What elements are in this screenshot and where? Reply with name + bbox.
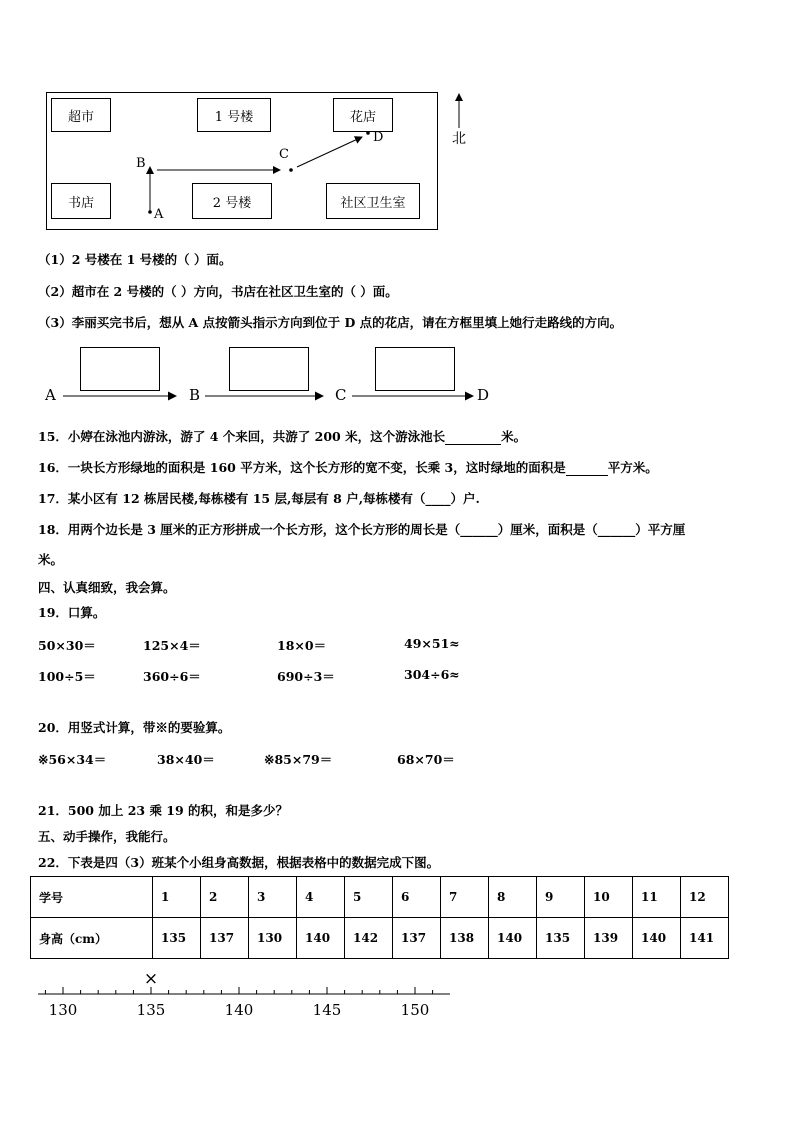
vertical-calc-item: ※56×34＝ [38,752,107,767]
table-cell: 140 [489,918,537,959]
oral-calc-item: 50×30＝ [38,638,96,653]
table-cell: 141 [681,918,729,959]
vertical-calc-item: 38×40＝ [157,752,215,767]
q15-unit: 米。 [501,429,527,444]
table-header-height: 身高（cm） [31,918,153,959]
question-15 [38,427,526,445]
question-22: 22．下表是四（3）班某个小组身高数据，根据表格中的数据完成下图。 [38,855,440,870]
label-point-d: D [373,130,384,145]
table-cell: 3 [249,877,297,918]
table-cell: 139 [585,918,633,959]
point-d-dot [366,131,370,135]
route-point-b: B [189,386,201,404]
table-row-heights [31,918,729,959]
q15-text: 15．小婷在泳池内游泳，游了 4 个来回，共游了 200 米，这个游泳池长 [38,429,446,444]
table-cell: 9 [537,877,585,918]
table-cell: 10 [585,877,633,918]
number-line-label: 130 [48,1001,78,1019]
question-20: 20．用竖式计算，带※的要验算。 [38,720,231,735]
oral-calc-item: 304÷6≈ [404,667,460,682]
label-north: 北 [452,131,466,147]
question-21: 21．500 加上 23 乘 19 的积，和是多少？ [38,803,289,818]
number-line-label: 135 [136,1001,166,1019]
table-cell: 4 [297,877,345,918]
route-arrows [0,380,794,410]
section-4-title: 四、认真细致，我会算。 [38,580,176,595]
question-18: 18．用两个边长是 3 厘米的正方形拼成一个长方形，这个长方形的周长是（______）厘米，面积是（______）平方厘 [38,522,686,537]
building-flower-shop: 花店 [333,98,393,132]
height-table [30,876,729,959]
route-point-c: C [335,386,347,404]
label-point-a: A [154,207,164,222]
table-cell: 137 [393,918,441,959]
question-19: 19．口算。 [38,605,106,620]
table-row-ids [31,877,729,918]
question-17: 17．某小区有 12 栋居民楼,每栋楼有 15 层,每层有 8 户,每栋楼有（____）户. [38,491,480,506]
table-cell: 130 [249,918,297,959]
number-line [0,960,794,1030]
q14-sub2: （2）超市在 2 号楼的（ ）方向，书店在社区卫生室的（ ）面。 [38,284,398,299]
point-c-dot [289,168,293,172]
arrow-c-to-d [297,137,362,167]
table-header-id: 学号 [31,877,153,918]
label-point-c: C [279,147,289,162]
building-supermarket: 超市 [51,98,111,132]
point-a-dot [148,210,152,214]
table-cell: 5 [345,877,393,918]
table-cell: 137 [201,918,249,959]
building-clinic: 社区卫生室 [326,183,420,219]
table-cell: 8 [489,877,537,918]
table-cell: 12 [681,877,729,918]
route-point-a: A [45,386,56,404]
question-18-cont: 米。 [38,552,64,567]
building-bookstore: 书店 [51,183,111,219]
table-cell: 2 [201,877,249,918]
table-cell: 1 [153,877,201,918]
number-line-label: 140 [224,1001,254,1019]
question-16 [38,458,658,476]
q16-blank[interactable] [566,460,608,476]
section-5-title: 五、动手操作，我能行。 [38,829,176,844]
oral-calc-item: 18×0＝ [277,638,327,653]
q14-sub1: （1）2 号楼在 1 号楼的（ ）面。 [38,252,232,267]
vertical-calc-item: 68×70＝ [397,752,455,767]
q16-text: 16．一块长方形绿地的面积是 160 平方米，这个长方形的宽不变，长乘 3，这时绿地的面积是 [38,460,566,475]
map-arrows [0,0,794,240]
table-cell: 6 [393,877,441,918]
table-cell: 140 [297,918,345,959]
table-cell: 140 [633,918,681,959]
table-cell: 135 [153,918,201,959]
q15-blank[interactable] [445,429,501,445]
oral-calc-item: 360÷6＝ [143,669,201,684]
oral-calc-item: 125×4＝ [143,638,201,653]
table-cell: 135 [537,918,585,959]
label-point-b: B [136,156,146,171]
oral-calc-item: 690÷3＝ [277,669,335,684]
oral-calc-item: 100÷5＝ [38,669,96,684]
number-line-label: 150 [400,1001,430,1019]
table-cell: 138 [441,918,489,959]
q14-sub3: （3）李丽买完书后，想从 A 点按箭头指示方向到位于 D 点的花店，请在方框里填上她行走路线的方向。 [38,315,623,330]
table-cell: 142 [345,918,393,959]
number-line-label: 145 [312,1001,342,1019]
table-cell: 11 [633,877,681,918]
number-line-cross-mark: × [143,969,159,989]
table-cell: 7 [441,877,489,918]
vertical-calc-item: ※85×79＝ [264,752,333,767]
oral-calc-item: 49×51≈ [404,636,460,651]
building-2: 2 号楼 [192,183,272,219]
route-point-d: D [477,386,490,404]
building-1: 1 号楼 [197,98,271,132]
q16-unit: 平方米。 [607,460,658,475]
